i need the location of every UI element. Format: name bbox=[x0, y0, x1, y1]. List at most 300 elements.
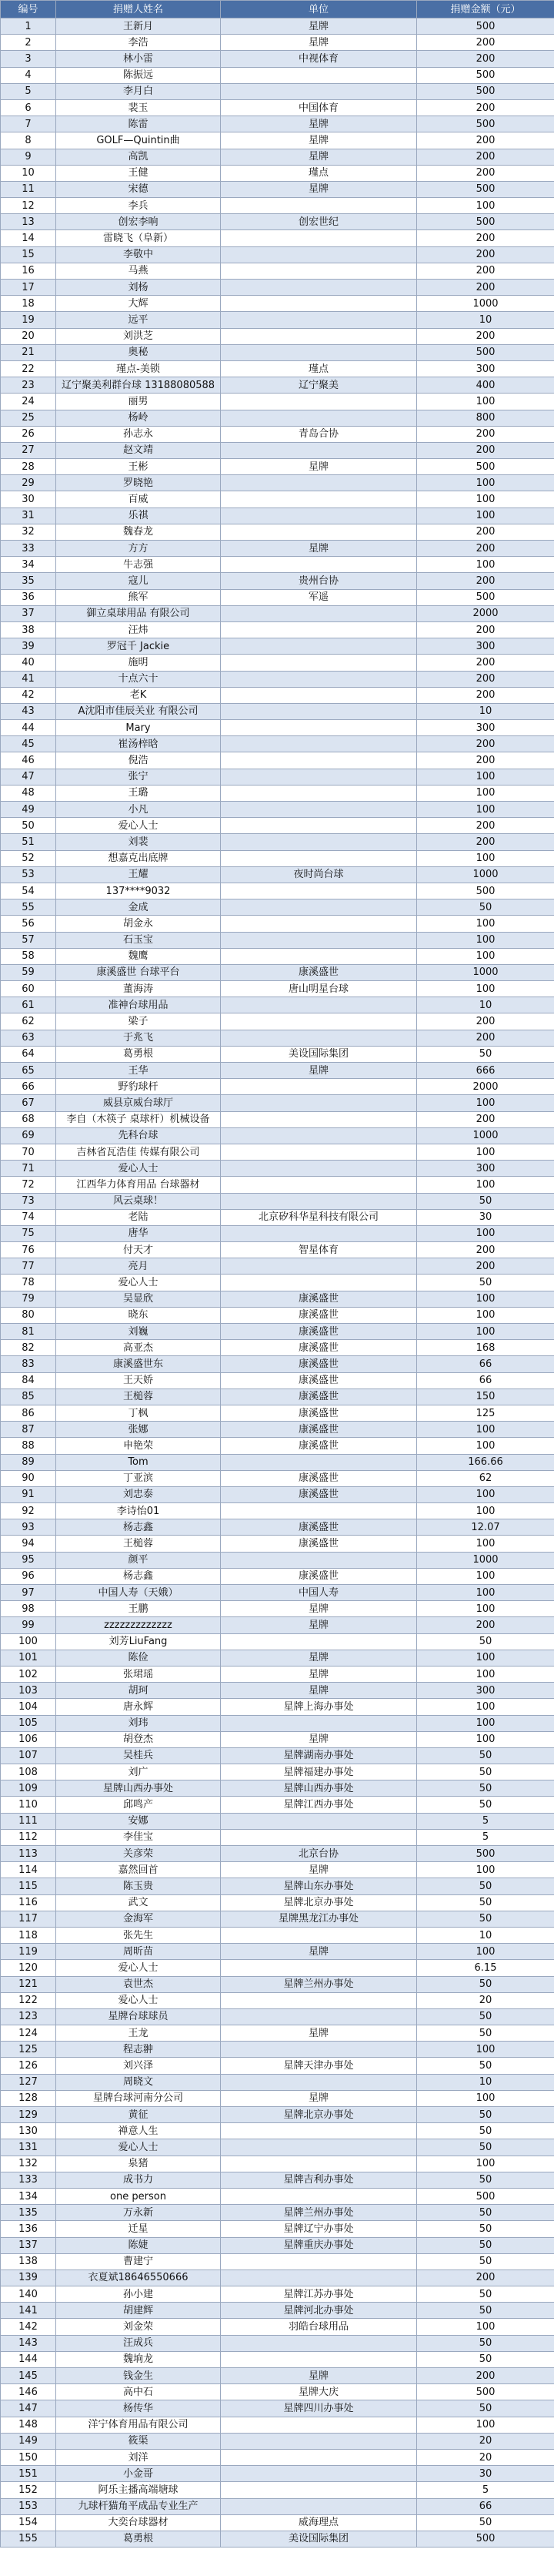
donor-unit bbox=[221, 1633, 417, 1650]
donor-unit bbox=[221, 948, 417, 964]
table-row bbox=[1, 1177, 554, 1193]
donation-amount: 300 bbox=[417, 638, 554, 655]
donor-unit: 星牌天津办事处 bbox=[221, 2058, 417, 2074]
header-no: 编号 bbox=[1, 1, 56, 18]
row-number: 149 bbox=[1, 2433, 56, 2449]
donor-name: 丽男 bbox=[56, 394, 221, 410]
donation-amount: 50 bbox=[417, 2008, 554, 2025]
donor-name: 周晓文 bbox=[56, 2074, 221, 2090]
row-number: 24 bbox=[1, 394, 56, 410]
donation-amount: 1000 bbox=[417, 866, 554, 883]
donor-unit: 星牌 bbox=[221, 541, 417, 557]
donation-amount: 100 bbox=[417, 1715, 554, 1731]
donation-amount: 500 bbox=[417, 18, 554, 35]
row-number: 61 bbox=[1, 997, 56, 1013]
table-row bbox=[1, 132, 554, 149]
table-row bbox=[1, 1568, 554, 1584]
donor-name: 袁世杰 bbox=[56, 1976, 221, 1992]
donation-amount: 100 bbox=[417, 475, 554, 491]
donation-amount: 50 bbox=[417, 1275, 554, 1291]
donor-name: 王彬 bbox=[56, 459, 221, 475]
table-row bbox=[1, 687, 554, 703]
donor-unit: 星牌 bbox=[221, 181, 417, 197]
donor-name: 阿乐主播高端塘球 bbox=[56, 2482, 221, 2498]
row-number: 58 bbox=[1, 948, 56, 964]
donation-amount: 50 bbox=[417, 1911, 554, 1927]
row-number: 139 bbox=[1, 2269, 56, 2286]
donor-name: 筱渠 bbox=[56, 2433, 221, 2449]
donor-name: 李诗怡01 bbox=[56, 1503, 221, 1519]
donation-amount: 100 bbox=[417, 2090, 554, 2106]
donor-name: 王华 bbox=[56, 1063, 221, 1079]
donor-unit bbox=[221, 312, 417, 328]
table-row bbox=[1, 1976, 554, 1992]
row-number: 118 bbox=[1, 1927, 56, 1943]
donor-unit bbox=[221, 1225, 417, 1241]
table-row bbox=[1, 671, 554, 687]
row-number: 70 bbox=[1, 1144, 56, 1160]
table-row bbox=[1, 1846, 554, 1862]
table-row bbox=[1, 932, 554, 948]
donation-amount: 200 bbox=[417, 671, 554, 687]
table-row bbox=[1, 2482, 554, 2498]
donor-unit: 星牌 bbox=[221, 1683, 417, 1699]
donor-name: 金成 bbox=[56, 899, 221, 916]
donor-name: 钱金生 bbox=[56, 2368, 221, 2384]
row-number: 101 bbox=[1, 1650, 56, 1666]
donor-name: 刘杨 bbox=[56, 280, 221, 296]
row-number: 18 bbox=[1, 296, 56, 312]
donor-name: 瑾点-美锁 bbox=[56, 360, 221, 377]
donor-unit: 星牌兰州办事处 bbox=[221, 1976, 417, 1992]
donation-amount: 100 bbox=[417, 1095, 554, 1111]
row-number: 86 bbox=[1, 1405, 56, 1421]
donor-name: 王鹏 bbox=[56, 1601, 221, 1617]
donation-amount: 50 bbox=[417, 1878, 554, 1894]
donor-unit: 星牌山西办事处 bbox=[221, 1780, 417, 1797]
donor-unit bbox=[221, 198, 417, 214]
table-row bbox=[1, 1405, 554, 1421]
donor-unit: 星牌大庆 bbox=[221, 2384, 417, 2400]
donor-unit bbox=[221, 1829, 417, 1845]
table-row bbox=[1, 214, 554, 230]
donor-name: 高亚杰 bbox=[56, 1340, 221, 1356]
donor-unit: 星牌 bbox=[221, 1944, 417, 1960]
donor-name: 刘芳LiuFang bbox=[56, 1633, 221, 1650]
donor-name: 老陆 bbox=[56, 1209, 221, 1225]
donation-amount: 100 bbox=[417, 507, 554, 524]
donor-unit bbox=[221, 2123, 417, 2139]
table-row bbox=[1, 344, 554, 360]
donation-amount: 50 bbox=[417, 1894, 554, 1911]
table-row bbox=[1, 410, 554, 426]
donor-unit: 瑾点 bbox=[221, 360, 417, 377]
donation-amount: 500 bbox=[417, 2188, 554, 2204]
table-row bbox=[1, 2303, 554, 2319]
donation-amount: 100 bbox=[417, 1862, 554, 1878]
table-row bbox=[1, 1486, 554, 1502]
donation-amount: 100 bbox=[417, 1650, 554, 1666]
donor-unit: 康溪盛世 bbox=[221, 1422, 417, 1438]
donor-unit bbox=[221, 687, 417, 703]
table-row bbox=[1, 149, 554, 165]
donor-name: 晓东 bbox=[56, 1307, 221, 1323]
row-number: 146 bbox=[1, 2384, 56, 2400]
row-number: 38 bbox=[1, 621, 56, 638]
donor-unit: 中国体育 bbox=[221, 99, 417, 116]
donor-name: 葛勇根 bbox=[56, 1046, 221, 1062]
donation-amount: 50 bbox=[417, 2221, 554, 2237]
donor-name: 李敬中 bbox=[56, 246, 221, 263]
row-number: 108 bbox=[1, 1764, 56, 1780]
donation-amount: 10 bbox=[417, 1927, 554, 1943]
donation-amount: 200 bbox=[417, 1013, 554, 1030]
table-row bbox=[1, 720, 554, 736]
donor-unit: 星牌 bbox=[221, 1731, 417, 1747]
donor-name: 陈玉贵 bbox=[56, 1878, 221, 1894]
table-row bbox=[1, 916, 554, 932]
table-row bbox=[1, 2205, 554, 2221]
row-number: 97 bbox=[1, 1585, 56, 1601]
row-number: 104 bbox=[1, 1699, 56, 1715]
donation-amount: 150 bbox=[417, 1388, 554, 1405]
table-row bbox=[1, 1242, 554, 1258]
table-row bbox=[1, 2514, 554, 2531]
row-number: 73 bbox=[1, 1193, 56, 1209]
donor-name: 王槌蓉 bbox=[56, 1388, 221, 1405]
donor-name: 李佳宝 bbox=[56, 1829, 221, 1845]
donor-unit: 贵州台协 bbox=[221, 573, 417, 589]
donation-amount: 200 bbox=[417, 736, 554, 752]
row-number: 7 bbox=[1, 116, 56, 132]
donor-name: 张娜 bbox=[56, 1422, 221, 1438]
row-number: 74 bbox=[1, 1209, 56, 1225]
row-number: 91 bbox=[1, 1486, 56, 1502]
row-number: 128 bbox=[1, 2090, 56, 2106]
row-number: 119 bbox=[1, 1944, 56, 1960]
donation-amount: 100 bbox=[417, 948, 554, 964]
donor-name: 星牌台球河南分公司 bbox=[56, 2090, 221, 2106]
donor-name: 程志翀 bbox=[56, 2042, 221, 2058]
row-number: 96 bbox=[1, 1568, 56, 1584]
table-row bbox=[1, 2466, 554, 2482]
donor-unit bbox=[221, 1552, 417, 1568]
donor-unit: 星牌河北办事处 bbox=[221, 2303, 417, 2319]
donation-amount: 200 bbox=[417, 263, 554, 279]
donor-unit bbox=[221, 621, 417, 638]
table-header-row bbox=[1, 1, 554, 18]
donor-name: 洋宁体育用品有限公司 bbox=[56, 2417, 221, 2433]
row-number: 6 bbox=[1, 99, 56, 116]
table-row bbox=[1, 1030, 554, 1046]
donor-name: 杨志鑫 bbox=[56, 1519, 221, 1536]
donor-name: 赵文靖 bbox=[56, 442, 221, 458]
donor-unit bbox=[221, 916, 417, 932]
donor-unit: 星牌湖南办事处 bbox=[221, 1747, 417, 1764]
donor-name: 刘裴 bbox=[56, 834, 221, 850]
table-row bbox=[1, 2384, 554, 2400]
row-number: 153 bbox=[1, 2498, 56, 2514]
donor-name: 陈雷 bbox=[56, 116, 221, 132]
donor-unit bbox=[221, 1454, 417, 1470]
row-number: 25 bbox=[1, 410, 56, 426]
table-row bbox=[1, 2008, 554, 2025]
donation-amount: 500 bbox=[417, 344, 554, 360]
donor-unit: 星牌 bbox=[221, 459, 417, 475]
donor-unit: 康溪盛世 bbox=[221, 1486, 417, 1502]
donor-unit bbox=[221, 2449, 417, 2465]
donation-amount: 168 bbox=[417, 1340, 554, 1356]
donor-unit: 威海理点 bbox=[221, 2514, 417, 2531]
donor-unit: 星牌江西办事处 bbox=[221, 1797, 417, 1813]
row-number: 116 bbox=[1, 1894, 56, 1911]
table-row bbox=[1, 769, 554, 785]
donor-name: 孙志永 bbox=[56, 426, 221, 442]
donation-amount: 100 bbox=[417, 394, 554, 410]
table-row bbox=[1, 280, 554, 296]
donor-unit bbox=[221, 1111, 417, 1127]
donor-name: 丁枫 bbox=[56, 1405, 221, 1421]
donor-name: 吴桂兵 bbox=[56, 1747, 221, 1764]
table-row bbox=[1, 1552, 554, 1568]
donation-amount: 100 bbox=[417, 932, 554, 948]
donation-amount: 50 bbox=[417, 2351, 554, 2367]
row-number: 79 bbox=[1, 1291, 56, 1307]
donor-name: 魏垧龙 bbox=[56, 2351, 221, 2367]
donation-amount: 200 bbox=[417, 834, 554, 850]
donor-unit: 星牌 bbox=[221, 149, 417, 165]
table-row bbox=[1, 2400, 554, 2417]
donor-unit: 星牌吉利办事处 bbox=[221, 2172, 417, 2188]
table-row bbox=[1, 2107, 554, 2123]
donor-name: 威县京威台球厅 bbox=[56, 1095, 221, 1111]
donor-name: 刘金荣 bbox=[56, 2319, 221, 2335]
donor-unit bbox=[221, 1161, 417, 1177]
donation-amount: 200 bbox=[417, 328, 554, 344]
row-number: 114 bbox=[1, 1862, 56, 1878]
donor-name: 爱心人士 bbox=[56, 1275, 221, 1291]
donor-unit bbox=[221, 2139, 417, 2156]
donor-name: 熊军 bbox=[56, 589, 221, 605]
table-row bbox=[1, 524, 554, 540]
donor-unit bbox=[221, 263, 417, 279]
table-row bbox=[1, 655, 554, 671]
table-row bbox=[1, 1324, 554, 1340]
table-row bbox=[1, 638, 554, 655]
row-number: 115 bbox=[1, 1878, 56, 1894]
donor-name: 王龙 bbox=[56, 2025, 221, 2042]
donor-name: 吴显欣 bbox=[56, 1291, 221, 1307]
row-number: 103 bbox=[1, 1683, 56, 1699]
donation-amount: 200 bbox=[417, 2368, 554, 2384]
table-row bbox=[1, 1127, 554, 1144]
donor-name: GOLF—Quintin曲 bbox=[56, 132, 221, 149]
row-number: 100 bbox=[1, 1633, 56, 1650]
donor-unit: 星牌 bbox=[221, 1666, 417, 1682]
donor-name: 宋德 bbox=[56, 181, 221, 197]
donation-amount: 50 bbox=[417, 2123, 554, 2139]
donation-amount: 200 bbox=[417, 818, 554, 834]
row-number: 54 bbox=[1, 883, 56, 899]
donation-amount: 200 bbox=[417, 165, 554, 181]
donor-unit bbox=[221, 752, 417, 769]
donor-unit bbox=[221, 2074, 417, 2090]
donation-amount: 50 bbox=[417, 2303, 554, 2319]
row-number: 140 bbox=[1, 2286, 56, 2303]
donor-name: 申艳荣 bbox=[56, 1438, 221, 1454]
donation-amount: 100 bbox=[417, 2042, 554, 2058]
table-row bbox=[1, 1715, 554, 1731]
donor-unit: 唐山明星台球 bbox=[221, 981, 417, 997]
row-number: 132 bbox=[1, 2156, 56, 2172]
table-row bbox=[1, 18, 554, 35]
table-row bbox=[1, 981, 554, 997]
donation-amount: 5 bbox=[417, 1813, 554, 1829]
donor-name: 爱心人士 bbox=[56, 818, 221, 834]
table-row bbox=[1, 1617, 554, 1633]
donor-unit bbox=[221, 524, 417, 540]
donation-amount: 100 bbox=[417, 557, 554, 573]
donor-name: 胡建辉 bbox=[56, 2303, 221, 2319]
table-row bbox=[1, 736, 554, 752]
donation-amount: 100 bbox=[417, 1324, 554, 1340]
donor-unit: 星牌上海办事处 bbox=[221, 1699, 417, 1715]
donor-name: 邱鸣产 bbox=[56, 1797, 221, 1813]
row-number: 36 bbox=[1, 589, 56, 605]
donation-amount: 10 bbox=[417, 703, 554, 719]
donor-name: 嘉然回首 bbox=[56, 1862, 221, 1878]
donor-name: 康溪盛世 台球平台 bbox=[56, 964, 221, 980]
donor-unit bbox=[221, 394, 417, 410]
donation-amount: 500 bbox=[417, 116, 554, 132]
donor-name: 吉林省瓦浩佳 传媒有限公司 bbox=[56, 1144, 221, 1160]
row-number: 30 bbox=[1, 491, 56, 507]
donor-name: 137****9032 bbox=[56, 883, 221, 899]
table-row bbox=[1, 198, 554, 214]
donor-unit: 康溪盛世 bbox=[221, 1340, 417, 1356]
donation-amount: 100 bbox=[417, 1503, 554, 1519]
row-number: 49 bbox=[1, 802, 56, 818]
row-number: 47 bbox=[1, 769, 56, 785]
donor-unit bbox=[221, 1258, 417, 1275]
donor-name: 乐祺 bbox=[56, 507, 221, 524]
donor-name: 汪成兵 bbox=[56, 2335, 221, 2351]
row-number: 77 bbox=[1, 1258, 56, 1275]
header-unit: 单位 bbox=[221, 1, 417, 18]
donation-amount: 100 bbox=[417, 2319, 554, 2335]
table-row bbox=[1, 1372, 554, 1388]
table-row bbox=[1, 377, 554, 394]
donation-amount: 50 bbox=[417, 899, 554, 916]
donor-name: 梁子 bbox=[56, 1013, 221, 1030]
donor-unit: 星牌 bbox=[221, 2090, 417, 2106]
row-number: 151 bbox=[1, 2466, 56, 2482]
row-number: 133 bbox=[1, 2172, 56, 2188]
row-number: 43 bbox=[1, 703, 56, 719]
donation-amount: 166.66 bbox=[417, 1454, 554, 1470]
header-amount: 捐赠金额（元） bbox=[417, 1, 554, 18]
donor-name: 小凡 bbox=[56, 802, 221, 818]
donor-name: 倪浩 bbox=[56, 752, 221, 769]
donor-name: 丁亚滨 bbox=[56, 1470, 221, 1486]
row-number: 2 bbox=[1, 35, 56, 51]
row-number: 111 bbox=[1, 1813, 56, 1829]
row-number: 67 bbox=[1, 1095, 56, 1111]
donor-unit: 康溪盛世 bbox=[221, 1438, 417, 1454]
donation-amount: 50 bbox=[417, 2514, 554, 2531]
donor-name: 王天娇 bbox=[56, 1372, 221, 1388]
row-number: 3 bbox=[1, 51, 56, 67]
donor-name: 石玉宝 bbox=[56, 932, 221, 948]
donor-unit bbox=[221, 1079, 417, 1095]
donation-amount: 200 bbox=[417, 442, 554, 458]
table-row bbox=[1, 1601, 554, 1617]
donation-amount: 100 bbox=[417, 981, 554, 997]
donor-name: 关彦荣 bbox=[56, 1846, 221, 1862]
row-number: 46 bbox=[1, 752, 56, 769]
donor-unit bbox=[221, 2008, 417, 2025]
donation-amount: 200 bbox=[417, 573, 554, 589]
table-row bbox=[1, 1992, 554, 2008]
table-row bbox=[1, 1013, 554, 1030]
row-number: 98 bbox=[1, 1601, 56, 1617]
donor-name: 葛勇根 bbox=[56, 2531, 221, 2547]
table-row bbox=[1, 360, 554, 377]
row-number: 75 bbox=[1, 1225, 56, 1241]
table-row bbox=[1, 1079, 554, 1095]
table-row bbox=[1, 964, 554, 980]
row-number: 123 bbox=[1, 2008, 56, 2025]
donor-unit bbox=[221, 1715, 417, 1731]
table-row bbox=[1, 2531, 554, 2547]
donation-amount: 50 bbox=[417, 1046, 554, 1062]
table-row bbox=[1, 1585, 554, 1601]
row-number: 126 bbox=[1, 2058, 56, 2074]
row-number: 130 bbox=[1, 2123, 56, 2139]
donation-amount: 50 bbox=[417, 2172, 554, 2188]
donor-name: 小金哥 bbox=[56, 2466, 221, 2482]
donation-amount: 10 bbox=[417, 997, 554, 1013]
donor-name: 杨岭 bbox=[56, 410, 221, 426]
table-row bbox=[1, 2042, 554, 2058]
row-number: 37 bbox=[1, 605, 56, 621]
donation-amount: 6.15 bbox=[417, 1960, 554, 1976]
table-row bbox=[1, 1470, 554, 1486]
donor-name: 辽宁聚美利群台球 13188080588 bbox=[56, 377, 221, 394]
donor-unit bbox=[221, 442, 417, 458]
row-number: 69 bbox=[1, 1127, 56, 1144]
donation-amount: 100 bbox=[417, 1601, 554, 1617]
donor-unit bbox=[221, 2351, 417, 2367]
donation-amount: 100 bbox=[417, 1568, 554, 1584]
donation-amount: 50 bbox=[417, 1193, 554, 1209]
row-number: 68 bbox=[1, 1111, 56, 1127]
donor-name: 王健 bbox=[56, 165, 221, 181]
donor-name: 刘忠泰 bbox=[56, 1486, 221, 1502]
donor-name: 付天才 bbox=[56, 1242, 221, 1258]
table-row bbox=[1, 1063, 554, 1079]
table-row bbox=[1, 1095, 554, 1111]
donor-unit bbox=[221, 720, 417, 736]
table-row bbox=[1, 459, 554, 475]
table-row bbox=[1, 621, 554, 638]
donor-unit: 北京矽科华星科技有限公司 bbox=[221, 1209, 417, 1225]
donor-unit: 创宏世纪 bbox=[221, 214, 417, 230]
donation-amount: 500 bbox=[417, 2531, 554, 2547]
donation-amount: 200 bbox=[417, 1111, 554, 1127]
donation-amount: 100 bbox=[417, 198, 554, 214]
donor-unit bbox=[221, 2156, 417, 2172]
